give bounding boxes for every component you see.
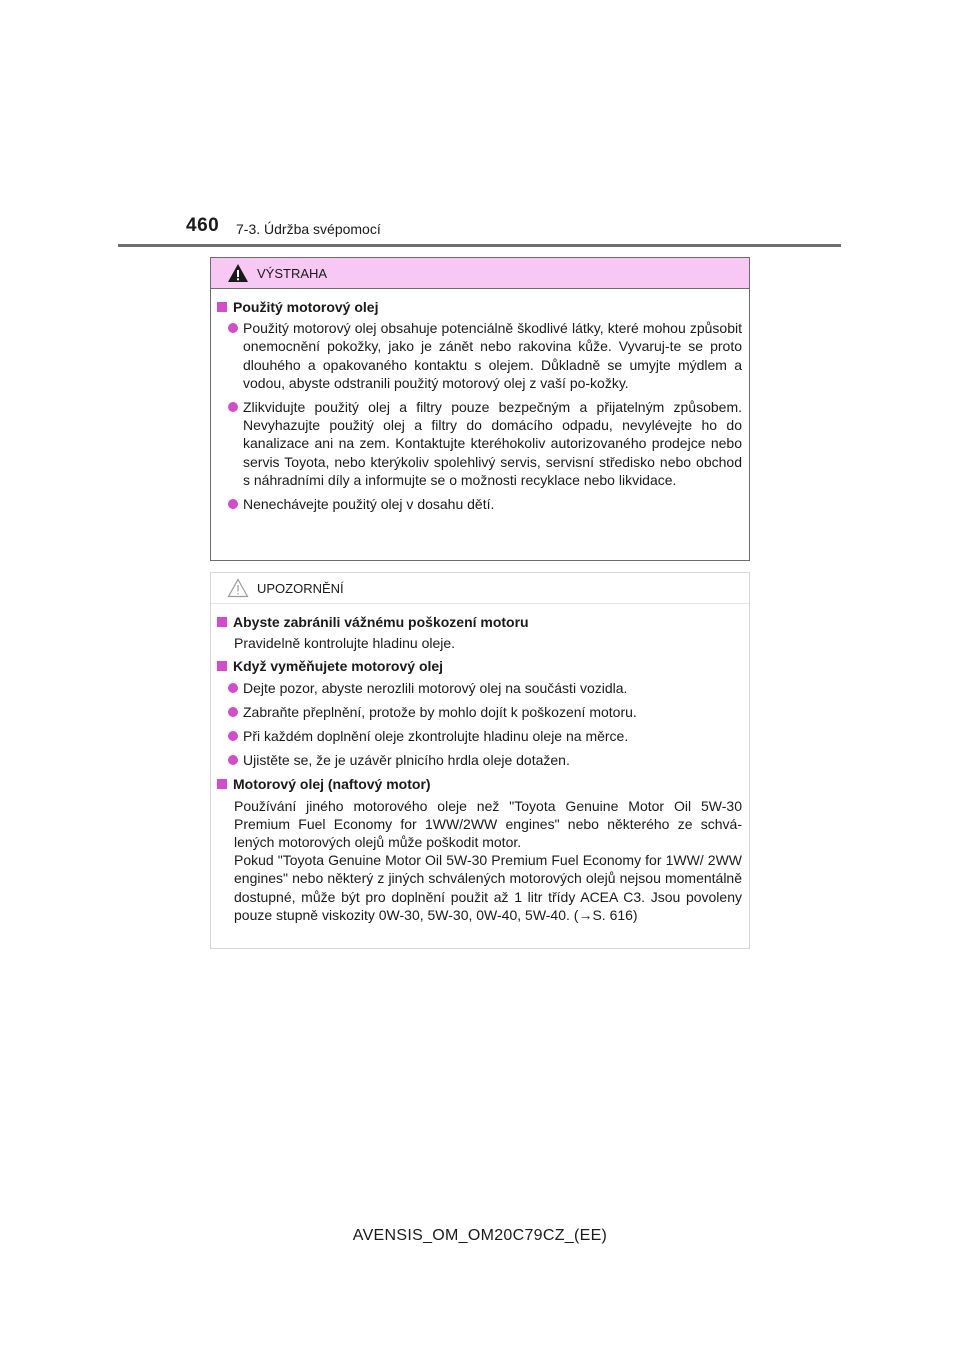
- square-bullet-icon: [217, 661, 227, 671]
- list-item: [217, 703, 742, 721]
- list-item: [217, 751, 742, 769]
- round-bullet-icon: [228, 755, 238, 765]
- caution-paragraph: Používání jiného motorového oleje než "Toyota Genuine Motor Oil 5W-30 Premium Fuel Economy for 1WW/2WW engines" nebo některého ze schvá-lených motorových olejů může poškodit motor.: [234, 797, 742, 851]
- warning-box-body: [211, 289, 749, 513]
- caution-box: [210, 572, 750, 949]
- round-bullet-icon: [228, 731, 238, 741]
- list-item-text: Použitý motorový olej obsahuje potenciálně škodlivé látky, které mohou způsobit onemocnění pokožky, jako je zánět nebo rakovina kůže. Vyvaruj-te se proto dlouhého a opakovaného kontaktu s olejem. Důkladně se umyjte mýdlem a vodou, abyste odstranili použitý motorový olej z vaší po-kožky.: [243, 320, 742, 391]
- warning-title: VÝSTRAHA: [257, 265, 328, 281]
- list-item: [217, 679, 742, 697]
- caution-triangle-outline-icon: [227, 578, 249, 598]
- list-item-text: Zabraňte přeplnění, protože by mohlo dojít k poškození motoru.: [243, 703, 637, 720]
- caution-section-title: Motorový olej (naftový motor): [233, 776, 431, 793]
- caution-paragraph: Pravidelně kontrolujte hladinu oleje.: [234, 635, 456, 652]
- square-bullet-icon: [217, 617, 227, 627]
- document-code: AVENSIS_OM_OM20C79CZ_(EE): [352, 1227, 608, 1244]
- warning-box-header: [211, 258, 749, 289]
- caution-section-heading: [217, 657, 742, 675]
- caution-title: UPOZORNĚNÍ: [257, 580, 344, 596]
- round-bullet-icon: [228, 683, 238, 693]
- header-rule: [118, 244, 841, 247]
- round-bullet-icon: [228, 499, 238, 509]
- page-number: 460: [186, 215, 220, 236]
- warning-section-heading: [217, 298, 742, 316]
- square-bullet-icon: [217, 302, 227, 312]
- caution-box-header: [211, 573, 749, 604]
- list-item: [217, 495, 742, 513]
- caution-section-title: Abyste zabránili vážnému poškození motoru: [233, 614, 529, 630]
- caution-section-title: Když vyměňujete motorový olej: [233, 658, 444, 675]
- list-item-text: Dejte pozor, abyste nerozlili motorový olej na součásti vozidla.: [243, 679, 628, 696]
- warning-box: [210, 257, 750, 561]
- square-bullet-icon: [217, 779, 227, 789]
- caution-section-heading: [217, 613, 742, 631]
- round-bullet-icon: [228, 323, 238, 333]
- list-item: [217, 319, 742, 392]
- warning-triangle-filled-icon: [227, 263, 249, 283]
- round-bullet-icon: [228, 707, 238, 717]
- caution-paragraph: Pokud "Toyota Genuine Motor Oil 5W-30 Premium Fuel Economy for 1WW/ 2WW engines" nebo některý z jiných schválených motorových olejů nejsou momentálně dostupné, může být pro doplnění použit až 1 litr třídy ACEA C3. Jsou povoleny pouze stupně viskozity 0W-30, 5W-30, 0W-40, 5W-40. (→S. 616): [234, 852, 742, 923]
- section-title: 7-3. Údržba svépomocí: [236, 221, 381, 237]
- list-item: [217, 727, 742, 745]
- list-item: [217, 398, 742, 489]
- list-item-text: Při každém doplnění oleje zkontrolujte hladinu oleje na měrce.: [243, 728, 629, 745]
- warning-section-title: Použitý motorový olej: [233, 299, 379, 315]
- caution-section-heading: [217, 775, 742, 793]
- list-item-text: Nenechávejte použitý olej v dosahu dětí.: [243, 496, 495, 513]
- list-item-text: Ujistěte se, že je uzávěr plnicího hrdla oleje dotažen.: [243, 752, 570, 769]
- list-item-text: Zlikvidujte použitý olej a filtry pouze bezpečným a přijatelným způsobem. Nevyhazujte použitý olej a filtry do domácího odpadu, nevylévejte ho do kanalizace ani na zem. Kontaktujte kteréhokoliv autorizovaného prodejce nebo servis Toyota, nebo kterýkoliv spolehlivý servis, servisní středisko nebo obchod s náhradními díly a informujte se o možnosti recyklace nebo likvidace.: [243, 399, 742, 488]
- caution-box-body: [211, 604, 749, 924]
- round-bullet-icon: [228, 402, 238, 412]
